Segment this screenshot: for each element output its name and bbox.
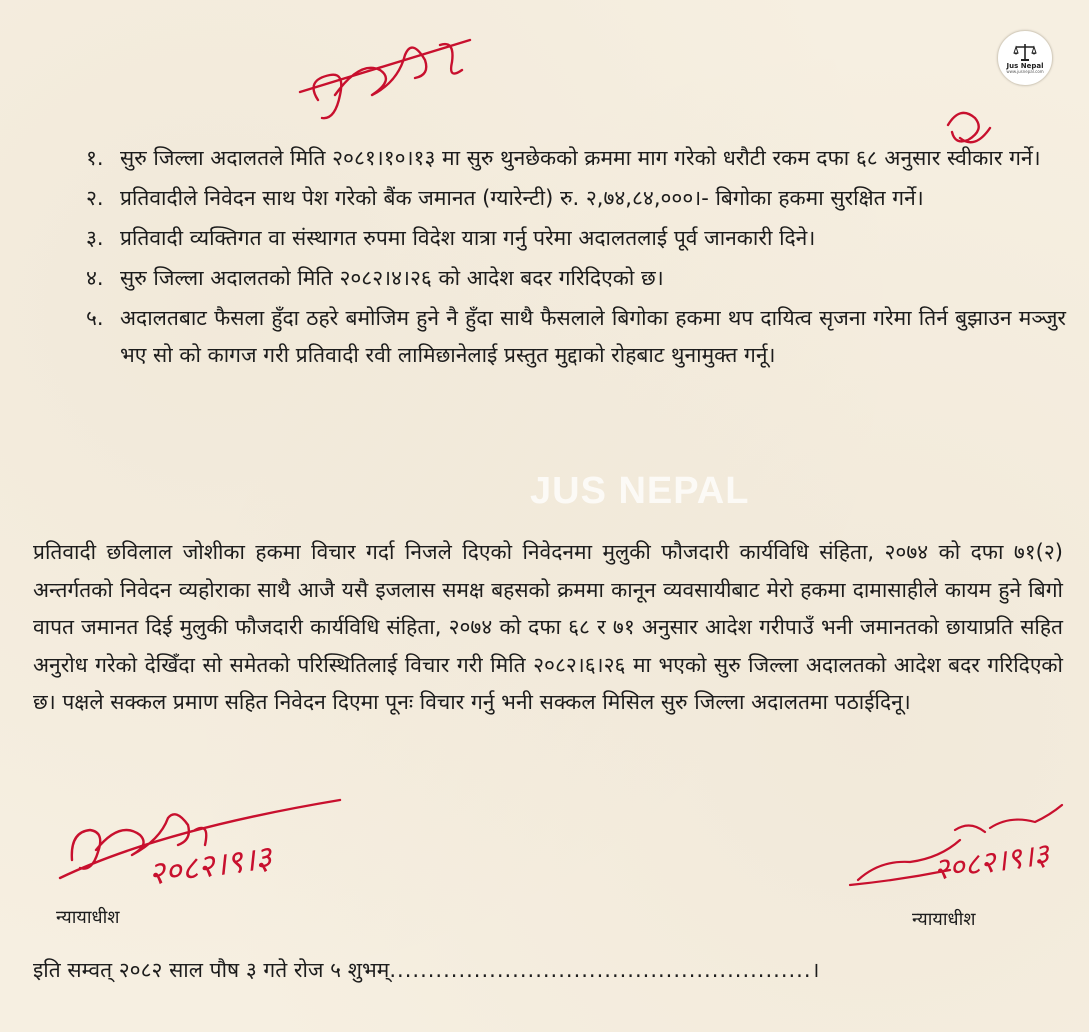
watermark: JUS NEPAL [530,470,750,512]
order-text: प्रतिवादी व्यक्तिगत वा संस्थागत रुपमा विदेश यात्रा गर्नु परेमा अदालतलाई पूर्व जानकारी दिने। [120,226,816,250]
top-right-initial [948,113,990,142]
order-number: २. [86,186,104,210]
order-number: ३. [86,226,104,250]
judge-label-right: न्यायाधीश [912,909,976,930]
order-text: सुरु जिल्ला अदालतको मिति २०८२।४।२६ को आदेश बदर गरिदिएको छ। [120,266,664,290]
order-number: ५. [86,306,104,330]
order-number: ४. [86,266,104,290]
logo-name: Jus Nepal [1006,62,1044,70]
closing-end: । [811,958,820,982]
left-handwritten-date: २०८२।९।३ [145,838,275,893]
closing-text: इति सम्वत् २०८२ साल पौष ३ गते रोज ५ शुभम् [33,958,390,982]
order-number: १. [86,146,104,170]
order-item [86,260,1066,297]
order-item [86,300,1066,374]
jus-nepal-logo [997,30,1053,86]
judge-label-left: न्यायाधीश [56,907,120,928]
closing-line [33,955,820,985]
right-signature [850,805,1062,885]
order-item [86,140,1066,177]
order-paragraph: प्रतिवादी छविलाल जोशीका हकमा विचार गर्दा निजले दिएको निवेदनमा मुलुकी फौजदारी कार्यविधि संहिता, २०७४ को दफा ७१(२) अन्तर्गतको निवेदन व्यहोराका साथै आजै यसै इजलास समक्ष बहसको क्रममा कानून व्यवसायीबाट मेरो हकमा दामासाहीले कायम हुने बिगो वापत जमानत दिई मुलुकी फौजदारी कार्यविधि संहिता, २०७४ को दफा ६८ र ७१ अनुसार आदेश गरीपाउँ भनी जमानतको छायाप्रति सहित अनुरोध गरेको देखिँदा सो समेतको परिस्थितिलाई विचार गरी मिति २०८२।६।२६ मा भएको सुरु जिल्ला अदालतको आदेश बदर गरिदिएको छ। पक्षले सक्कल प्रमाण सहित निवेदन दिएमा पूनः विचार गर्नु भनी सक्कल मिसिल सुरु जिल्ला अदालतमा पठाईदिनू। [33,540,1063,714]
logo-url: www.jusnepal.com [1006,69,1044,74]
scales-of-justice-icon [1013,42,1037,62]
left-signature [60,800,340,878]
order-text: सुरु जिल्ला अदालतले मिति २०८१।१०।१३ मा सुरु थुनछेकको क्रममा माग गरेको धरौटी रकम दफा ६८ अनुसार स्वीकार गर्ने। [120,146,1041,170]
right-handwritten-date: २०८२।९।३ [931,837,1052,888]
closing-dots: ....................................................... [389,958,812,982]
order-text: अदालतबाट फैसला हुँदा ठहरे बमोजिम हुने नै हुँदा साथै फैसलाले बिगोका हकमा थप दायित्व सृजना गरेमा तिर्न बुझाउन मञ्जुर भए सो को कागज गरी प्रतिवादी रवी लामिछानेलाई प्रस्तुत मुद्दाको रोहबाट थुनामुक्त गर्नू। [120,306,1066,367]
top-signature [300,40,470,118]
order-item [86,180,1066,217]
order-item [86,220,1066,257]
order-list [86,140,1066,377]
order-text: प्रतिवादीले निवेदन साथ पेश गरेको बैंक जमानत (ग्यारेन्टी) रु. २,७४,८४,०००।- बिगोका हकमा सुरक्षित गर्ने। [120,186,924,210]
